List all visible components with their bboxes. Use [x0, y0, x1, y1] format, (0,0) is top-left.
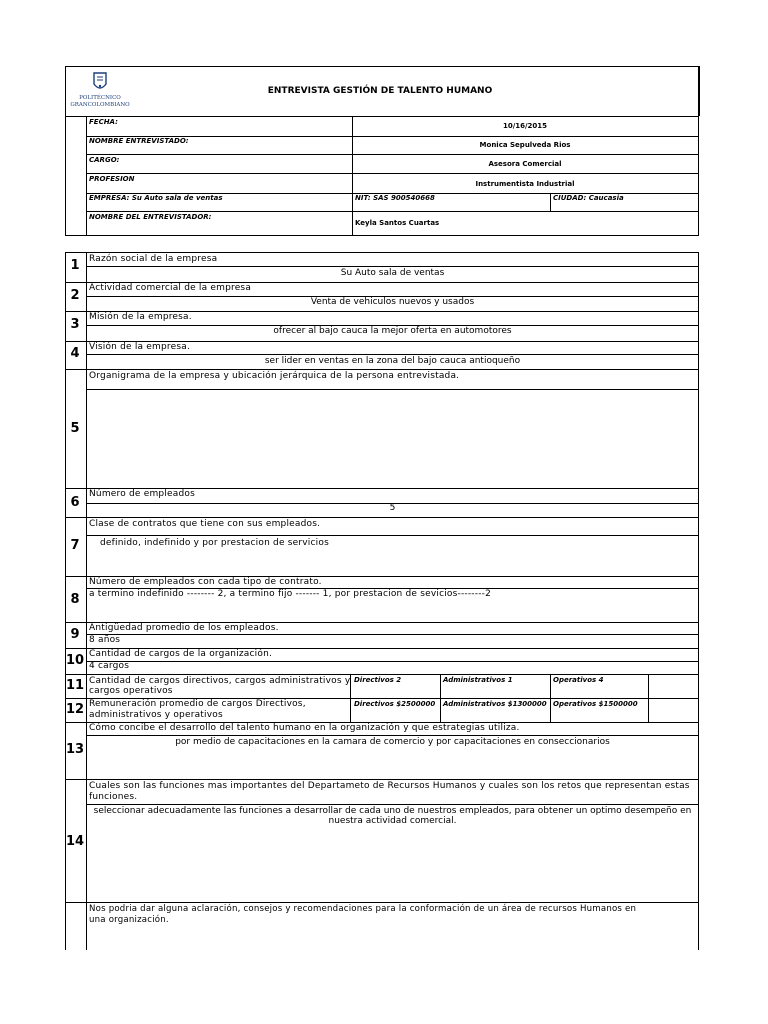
row-line	[65, 369, 699, 370]
q12-number: 12	[65, 702, 85, 717]
q2-number: 2	[70, 288, 80, 303]
q11-administrativos: Administrativos 1	[443, 676, 513, 684]
q2-question: Actividad comercial de la empresa	[89, 283, 252, 293]
profesion-value: Instrumentista Industrial	[475, 180, 575, 188]
q7-question: Clase de contratos que tiene con sus empleados.	[89, 519, 321, 529]
q15-question-line2: una organización.	[89, 915, 169, 925]
row-line	[86, 389, 699, 390]
info-line	[86, 154, 699, 155]
q1-number: 1	[70, 258, 80, 273]
q1-answer: Su Auto sala de ventas	[340, 268, 445, 278]
q12-directivos: Directivos $2500000	[354, 700, 436, 708]
q12-question-line2: administrativos y operativos	[89, 710, 223, 720]
q11-number: 11	[65, 678, 85, 693]
entrevistador-value: Keyla Santos Cuartas	[355, 219, 440, 227]
q14-number: 14	[65, 834, 85, 849]
q12-administrativos: Administrativos $1300000	[443, 700, 547, 708]
q12-operativos: Operativos $1500000	[553, 700, 638, 708]
nit-label: NIT: SAS 900540668	[355, 194, 435, 202]
row-line	[86, 735, 699, 736]
q15-question-line1: Nos podria dar alguna aclaración, consejos y recomendaciones para la conformación de un área de recursos Humanos en	[89, 904, 637, 914]
q3-question: Misión de la empresa.	[89, 312, 192, 322]
q9-question: Antigüedad promedio de los empleados.	[89, 623, 279, 633]
q13-question: Cómo concibe el desarrollo del talento humano en la organización y que estrategias utiliza.	[89, 723, 520, 733]
q6-question: Número de empleados	[89, 489, 195, 499]
q8-number: 8	[70, 592, 80, 607]
logo-line2: GRANCOLOMBIANO	[70, 102, 130, 108]
q4-question: Visión de la empresa.	[89, 342, 191, 352]
profesion-label: PROFESION	[89, 175, 135, 183]
q9-number: 9	[70, 627, 80, 642]
page-title: ENTREVISTA GESTIÓN DE TALENTO HUMANO	[267, 86, 493, 96]
cargo-value: Asesora Comercial	[488, 160, 562, 168]
q6-answer: 5	[389, 503, 396, 513]
row-line	[65, 674, 699, 675]
entrevistado-label: NOMBRE ENTREVISTADO:	[89, 137, 189, 145]
q12-question-line1: Remuneración promedio de cargos Directivos,	[89, 699, 306, 709]
fecha-label: FECHA:	[89, 118, 118, 126]
cell-divider	[648, 674, 649, 722]
entrevistado-value: Monica Sepulveda Rios	[479, 141, 571, 149]
entrevistador-label: NOMBRE DEL ENTREVISTADOR:	[89, 213, 212, 221]
q13-number: 13	[65, 742, 85, 757]
ciudad-label: CIUDAD: Caucasia	[553, 194, 624, 202]
q10-number: 10	[65, 653, 85, 668]
q11-question-line1: Cantidad de cargos directivos, cargos administrativos y	[89, 676, 351, 686]
logo-line1: POLITÉCNICO	[79, 95, 121, 101]
q8-question: Número de empleados con cada tipo de contrato.	[89, 577, 322, 587]
q11-operativos: Operativos 4	[553, 676, 604, 684]
info-col-divider	[550, 193, 551, 211]
q14-question-line1: Cuales son las funciones mas importantes del Departameto de Recursos Humanos y cuales son los retos que representan estas	[89, 781, 690, 791]
q5-number: 5	[70, 421, 80, 436]
q9-answer: 8 años	[89, 635, 121, 645]
cargo-label: CARGO:	[89, 156, 120, 164]
info-col-divider	[352, 116, 353, 236]
row-line	[65, 517, 699, 518]
q14-answer-line1: seleccionar adecuadamente las funciones a desarrollar de cada uno de nuestros empleados, para obtener un optimo desempeño en	[93, 806, 692, 816]
cell-divider	[550, 674, 551, 722]
q2-answer: Venta de vehiculos nuevos y usados	[310, 297, 475, 307]
q8-answer: a termino indefinido -------- 2, a termino fijo ------- 1, por prestacion de sevicios--------2	[89, 589, 492, 599]
logo-divider	[86, 116, 87, 236]
q5-question: Organigrama de la empresa y ubicación jerárquica de la persona entrevistada.	[89, 371, 460, 381]
empresa-label: EMPRESA: Su Auto sala de ventas	[89, 194, 223, 202]
q4-number: 4	[70, 346, 80, 361]
row-line	[86, 354, 699, 355]
row-line	[86, 661, 699, 662]
q3-answer: ofrecer al bajo cauca la mejor oferta en automotores	[273, 326, 512, 336]
q7-answer: definido, indefinido y por prestacion de servicios	[100, 538, 329, 548]
q1-question: Razón social de la empresa	[89, 254, 218, 264]
q6-number: 6	[70, 495, 80, 510]
cell-divider	[440, 674, 441, 722]
logo	[68, 70, 132, 110]
row-line	[86, 535, 699, 536]
q13-answer: por medio de capacitaciones en la camara de comercio y por capacitaciones en conseccionarios	[175, 737, 610, 747]
header-right-edge	[698, 66, 700, 116]
q11-question-line2: cargos operativos	[89, 686, 173, 696]
q14-answer-line2: nuestra actividad comercial.	[328, 816, 457, 826]
q4-answer: ser lider en ventas en la zona del bajo cauca antioqueño	[264, 356, 521, 366]
q3-number: 3	[70, 317, 80, 332]
row-line	[65, 779, 699, 780]
fecha-value: 10/16/2015	[502, 122, 548, 130]
q14-question-line2: funciones.	[89, 792, 138, 802]
shield-icon	[68, 70, 132, 96]
row-line	[86, 634, 699, 635]
header-divider	[65, 116, 699, 117]
q7-number: 7	[70, 538, 80, 553]
row-line	[65, 902, 699, 903]
q10-question: Cantidad de cargos de la organización.	[89, 649, 273, 659]
row-line	[86, 266, 699, 267]
q10-answer: 4 cargos	[89, 661, 130, 671]
q11-directivos: Directivos 2	[354, 676, 402, 684]
info-line	[86, 173, 699, 174]
info-line	[86, 211, 699, 212]
row-line	[86, 804, 699, 805]
